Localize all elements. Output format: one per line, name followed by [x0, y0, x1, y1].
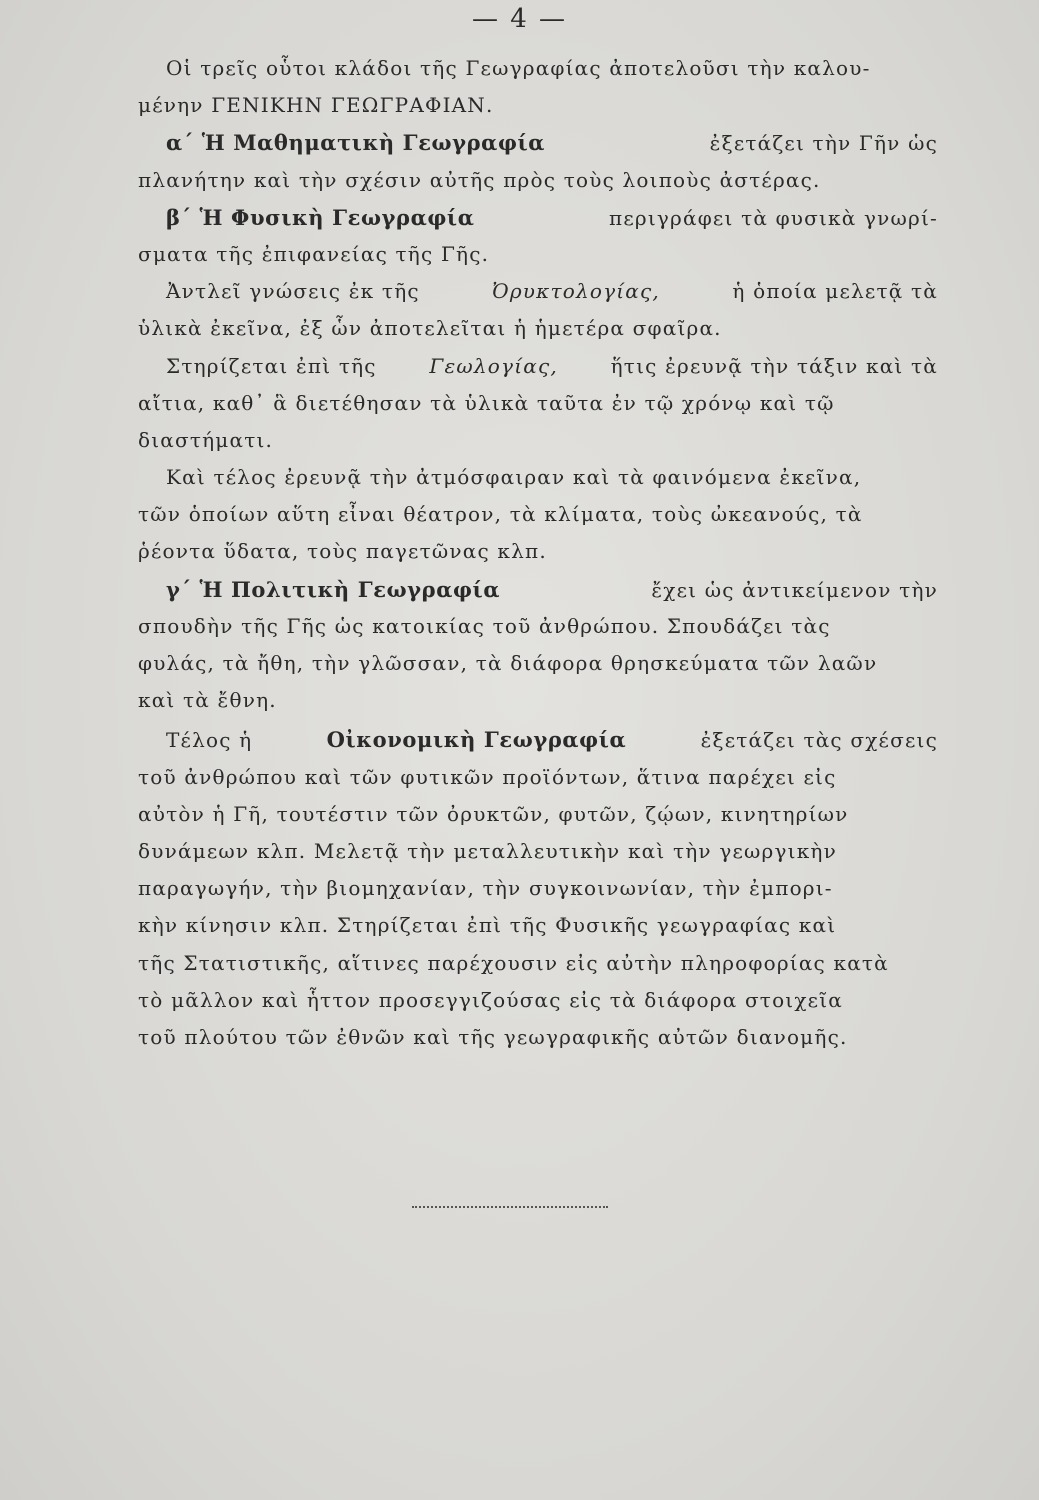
text-line [138, 391, 938, 428]
text-segment: τὸ μᾶλλον καὶ ἧττον προσεγγιζούσας εἰς τὰ διάφορα στοιχεῖα [138, 987, 843, 1012]
text-line [138, 876, 938, 913]
text-segment: ῥέοντα ὕδατα, τοὺς παγετῶνας κλπ. [138, 539, 547, 564]
text-line [138, 951, 938, 988]
text-segment: ἔχει ὡς ἀντικείμενον τὴν [651, 577, 938, 602]
text-line [138, 242, 938, 279]
body-text [138, 56, 938, 1062]
text-segment: αὐτὸν ἡ Γῆ, τουτέστιν τῶν ὀρυκτῶν, φυτῶν, ζῴων, κινητηρίων [138, 801, 849, 826]
text-segment: σπουδὴν τῆς Γῆς ὡς κατοικίας τοῦ ἀνθρώπου. Σπουδάζει τὰς [138, 613, 831, 638]
section-heading: γ΄ Ἡ Πολιτικὴ Γεωγραφία [166, 576, 501, 602]
emphasis-text: Γεωλογίας, [429, 353, 558, 378]
section-divider [412, 1206, 608, 1208]
text-segment: τοῦ ἀνθρώπου καὶ τῶν φυτικῶν προϊόντων, ἅτινα παρέχει εἰς [138, 764, 837, 789]
text-line [138, 130, 938, 167]
text-segment: Οἱ τρεῖς οὗτοι κλάδοι τῆς Γεωγραφίας ἀποτελοῦσι τὴν καλου- [166, 56, 871, 80]
text-segment: δυνάμεων κλπ. Μελετᾷ τὴν μεταλλευτικὴν καὶ τὴν γεωργικὴν [138, 838, 837, 863]
text-line [138, 428, 938, 465]
text-segment: ἐξετάζει τὴν Γῆν ὡς [709, 131, 938, 156]
section-heading: β΄ Ἡ Φυσικὴ Γεωγραφία [166, 204, 475, 230]
text-line [138, 651, 938, 688]
text-line [138, 316, 938, 353]
text-segment: διαστήματι. [138, 427, 274, 452]
text-line [138, 577, 938, 614]
text-segment: παραγωγήν, τὴν βιομηχανίαν, τὴν συγκοινωνίαν, τὴν ἐμπορι- [138, 876, 833, 901]
text-line [138, 765, 938, 802]
text-line [138, 354, 938, 391]
text-segment: μένην ΓΕΝΙΚΗΝ ΓΕΩΓΡΑΦΙΑΝ. [138, 93, 494, 118]
text-segment: πλανήτην καὶ τὴν σχέσιν αὐτῆς πρὸς τοὺς λοιποὺς ἀστέρας. [138, 167, 821, 192]
text-line [138, 279, 938, 316]
text-line [138, 93, 938, 130]
text-segment: ἐξετάζει τὰς σχέσεις [700, 728, 938, 753]
text-line [138, 465, 938, 502]
text-line [138, 56, 938, 93]
text-segment: Τέλος ἡ [166, 728, 253, 753]
text-line [138, 205, 938, 242]
text-segment: Στηρίζεται ἐπὶ τῆς [166, 353, 377, 378]
text-line [138, 727, 938, 764]
text-segment: κὴν κίνησιν κλπ. Στηρίζεται ἐπὶ τῆς Φυσικῆς γεωγραφίας καὶ [138, 913, 837, 938]
text-segment: καὶ τὰ ἔθνη. [138, 688, 277, 713]
section-heading: α΄ Ἡ Μαθηματικὴ Γεωγραφία [166, 130, 546, 156]
text-line [138, 839, 938, 876]
page-number: — 4 — [471, 4, 568, 34]
text-segment: Ἀντλεῖ γνώσεις ἐκ τῆς [166, 279, 420, 304]
text-segment: σματα τῆς ἐπιφανείας τῆς Γῆς. [138, 241, 490, 266]
text-line [138, 1025, 938, 1062]
text-segment: τοῦ πλούτου τῶν ἐθνῶν καὶ τῆς γεωγραφικῆς αὐτῶν διανομῆς. [138, 1024, 848, 1049]
text-segment: ὑλικὰ ἐκεῖνα, ἐξ ὧν ἀποτελεῖται ἡ ἡμετέρα σφαῖρα. [138, 316, 722, 341]
text-line [138, 614, 938, 651]
text-segment: τῆς Στατιστικῆς, αἵτινες παρέχουσιν εἰς αὐτὴν πληροφορίας κατὰ [138, 950, 889, 975]
text-segment: Καὶ τέλος ἐρευνᾷ τὴν ἀτμόσφαιραν καὶ τὰ φαινόμενα ἐκεῖνα, [166, 465, 862, 490]
text-line [138, 688, 938, 725]
text-segment: τῶν ὁποίων αὕτη εἶναι θέατρον, τὰ κλίματα, τοὺς ὠκεανούς, τὰ [138, 502, 863, 527]
text-segment: αἴτια, καθ᾽ ἃ διετέθησαν τὰ ὑλικὰ ταῦτα ἐν τῷ χρόνῳ καὶ τῷ [138, 390, 835, 415]
text-segment: ἡ ὁποία μελετᾷ τὰ [732, 279, 938, 304]
emphasis-text: Ὀρυκτολογίας, [492, 279, 660, 304]
text-line [138, 502, 938, 539]
text-segment: περιγράφει τὰ φυσικὰ γνωρί- [608, 205, 938, 230]
text-line [138, 802, 938, 839]
section-heading: Οἰκονομικὴ Γεωγραφία [326, 727, 627, 753]
text-line [138, 539, 938, 576]
text-segment: φυλάς, τὰ ἤθη, τὴν γλῶσσαν, τὰ διάφορα θρησκεύματα τῶν λαῶν [138, 651, 878, 675]
text-line [138, 168, 938, 205]
text-line [138, 988, 938, 1025]
text-line [138, 913, 938, 950]
text-segment: ἥτις ἐρευνᾷ τὴν τάξιν καὶ τὰ [610, 353, 938, 378]
